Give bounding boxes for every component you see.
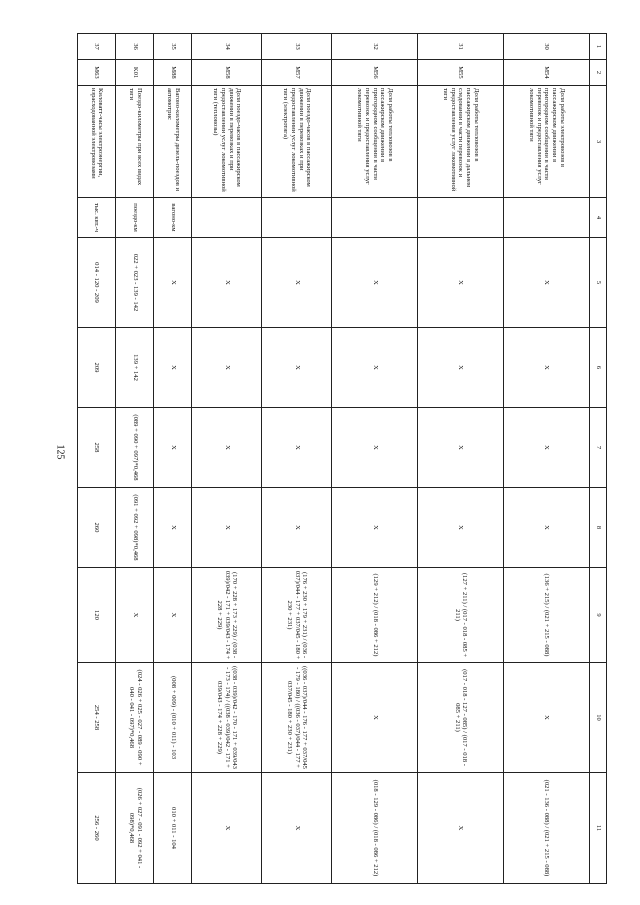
formula-cell: X — [332, 238, 418, 328]
formula-cell: (170 + 228 + 173 + 229) / (038 - 039)/042 - 171 + 039/043 - 174 + 228 + 229) — [192, 568, 262, 663]
indicator-code: M58 — [192, 60, 262, 86]
formula-cell: X — [192, 488, 262, 568]
column-header: 5 — [590, 238, 607, 328]
formula-cell: X — [418, 488, 504, 568]
table-row — [504, 34, 590, 884]
formula-cell: 014 - 120 - 209 — [78, 238, 116, 328]
formula-cell: (127 + 211) / (017 - 018 - 085 + 211) — [418, 568, 504, 663]
column-header: 7 — [590, 408, 607, 488]
unit-cell — [192, 198, 262, 238]
row-number: 33 — [262, 34, 332, 60]
page-number-text: 125 — [54, 444, 66, 460]
row-number: 31 — [418, 34, 504, 60]
column-header: 8 — [590, 488, 607, 568]
formula-cell: X — [192, 238, 262, 328]
formula-cell: (089 + 090 + 097)*0,468 — [116, 408, 154, 488]
formula-cell: X — [418, 238, 504, 328]
formula-cell: X — [332, 488, 418, 568]
unit-cell: тыс. квт.-ч — [78, 198, 116, 238]
row-number: 34 — [192, 34, 262, 60]
formula-cell: (136 + 215) / (021 + 215 - 088) — [504, 568, 590, 663]
unit-cell — [332, 198, 418, 238]
column-header: 9 — [590, 568, 607, 663]
formula-cell: 209 — [78, 328, 116, 408]
formula-cell: ((036 - 037)/044 - 176 - 177 + 037/045 - 179 - 180) / ((036 - 037)/044 - 177 + 037/045 - 180 + 230 + 231) — [262, 663, 332, 773]
formula-cell: (176 + 230 + 179 + 231) / (036 - 037)/044 - 177 + 037/045 - 180 + 230 + 231) — [262, 568, 332, 663]
column-header: 4 — [590, 198, 607, 238]
formula-cell: X — [504, 408, 590, 488]
formula-cell: X — [154, 568, 192, 663]
table-row — [418, 34, 504, 884]
formula-cell: X — [332, 408, 418, 488]
column-header: 3 — [590, 86, 607, 198]
formula-cell: X — [504, 328, 590, 408]
indicator-code: M88 — [154, 60, 192, 86]
indicator-table — [77, 33, 607, 884]
formula-cell: (129 + 212) / (018 - 086 + 212) — [332, 568, 418, 663]
formula-cell: X — [418, 773, 504, 884]
column-header: 1 — [590, 34, 607, 60]
formula-cell: ((038 - 039)/042 - 170 - 171 + 039/043 - 173 - 174) / ((038 - 039)/042 - 171 + 039/043 - 174 + 228 + 229) — [192, 663, 262, 773]
row-number: 37 — [78, 34, 116, 60]
indicator-code: M63 — [78, 60, 116, 86]
formula-cell: 010 + 011 - 104 — [154, 773, 192, 884]
indicator-name: Вагоно-километры дизель-поездов и автомотрис — [154, 86, 192, 198]
formula-cell: X — [504, 238, 590, 328]
table-row — [154, 34, 192, 884]
formula-cell: X — [262, 328, 332, 408]
row-number: 30 — [504, 34, 590, 60]
indicator-name: Доля работы тепловозов в пассажирском движении в дальнем следовании в части перевозок и предоставления услуг локомотивной тяги — [418, 86, 504, 198]
header-row — [590, 34, 607, 884]
formula-cell: X — [154, 408, 192, 488]
unit-cell — [262, 198, 332, 238]
unit-cell — [418, 198, 504, 238]
formula-cell: X — [192, 773, 262, 884]
indicator-name: Доля поездо-часов в пассажирском движении в перевозках и при предоставлении услуг локомотивной тяги (тепловозы) — [192, 86, 262, 198]
formula-cell: X — [154, 488, 192, 568]
indicator-name: Доля работы тепловозов в пассажирском движении в пригородном сообщении в части перевозок и предоставления услуг локомотивной тяги — [332, 86, 418, 198]
formula-cell: X — [504, 663, 590, 773]
formula-cell: (021 - 136 - 088) / (021 + 215 - 088) — [504, 773, 590, 884]
formula-cell: X — [154, 328, 192, 408]
indicator-name: Поездо-километры при всех видах тяги — [116, 86, 154, 198]
indicator-code: M55 — [418, 60, 504, 86]
indicator-name: Доля работы электровозов в пассажирском движении в пригородном сообщении в части перевозок и предоставления услуг локомотивной тяги — [504, 86, 590, 198]
unit-cell: вагоно-км — [154, 198, 192, 238]
column-header: 2 — [590, 60, 607, 86]
row-number: 32 — [332, 34, 418, 60]
table-row — [78, 34, 116, 884]
formula-cell: 022 + 023 - 139 - 142 — [116, 238, 154, 328]
formula-cell: X — [154, 238, 192, 328]
formula-cell: X — [504, 488, 590, 568]
formula-cell: (017 - 018 - 127 - 085) / (017 - 018 - 085 + 211) — [418, 663, 504, 773]
unit-cell — [504, 198, 590, 238]
formula-cell: X — [262, 773, 332, 884]
formula-cell: (026 + 027 - 091 - 092 + 041 - 098)*0,468 — [116, 773, 154, 884]
unit-cell: поездо-км — [116, 198, 154, 238]
formula-cell: X — [192, 408, 262, 488]
formula-cell: 139 + 142 — [116, 328, 154, 408]
column-header: 10 — [590, 663, 607, 773]
formula-cell: 120 — [78, 568, 116, 663]
row-number: 36 — [116, 34, 154, 60]
formula-cell: X — [192, 328, 262, 408]
table-row — [116, 34, 154, 884]
formula-cell: X — [262, 488, 332, 568]
formula-cell: X — [418, 408, 504, 488]
formula-cell: X — [262, 238, 332, 328]
column-header: 11 — [590, 773, 607, 884]
formula-cell: 254 - 258 — [78, 663, 116, 773]
formula-cell: (018 - 129 - 086) / (018 - 086 + 212) — [332, 773, 418, 884]
formula-cell: (091 + 092 + 098)*0,468 — [116, 488, 154, 568]
formula-cell: X — [116, 568, 154, 663]
formula-cell: X — [332, 663, 418, 773]
indicator-code: M57 — [262, 60, 332, 86]
indicator-name: Доля поездо-часов в пассажирском движении в перевозках и при предоставлении услуг локомотивной тяги (электротяга) — [262, 86, 332, 198]
formula-cell: 258 — [78, 408, 116, 488]
formula-cell: 256 - 260 — [78, 773, 116, 884]
table-wrapper — [77, 33, 607, 883]
formula-cell: X — [332, 328, 418, 408]
indicator-name: Киловатт-часы электроэнергии, израсходованной электровозами — [78, 86, 116, 198]
table-row — [332, 34, 418, 884]
formula-cell: (024 - 026 + 025 - 027 - 089 - 090 + 040 - 041 - 097)*0,468 — [116, 663, 154, 773]
table-row — [192, 34, 262, 884]
formula-cell: (008 + 009) - (010 + 011) - 103 — [154, 663, 192, 773]
indicator-code: M54 — [504, 60, 590, 86]
formula-cell: 260 — [78, 488, 116, 568]
indicator-code: M56 — [332, 60, 418, 86]
row-number: 35 — [154, 34, 192, 60]
formula-cell: X — [418, 328, 504, 408]
formula-cell: X — [262, 408, 332, 488]
column-header: 6 — [590, 328, 607, 408]
table-row — [262, 34, 332, 884]
indicator-code: K01 — [116, 60, 154, 86]
